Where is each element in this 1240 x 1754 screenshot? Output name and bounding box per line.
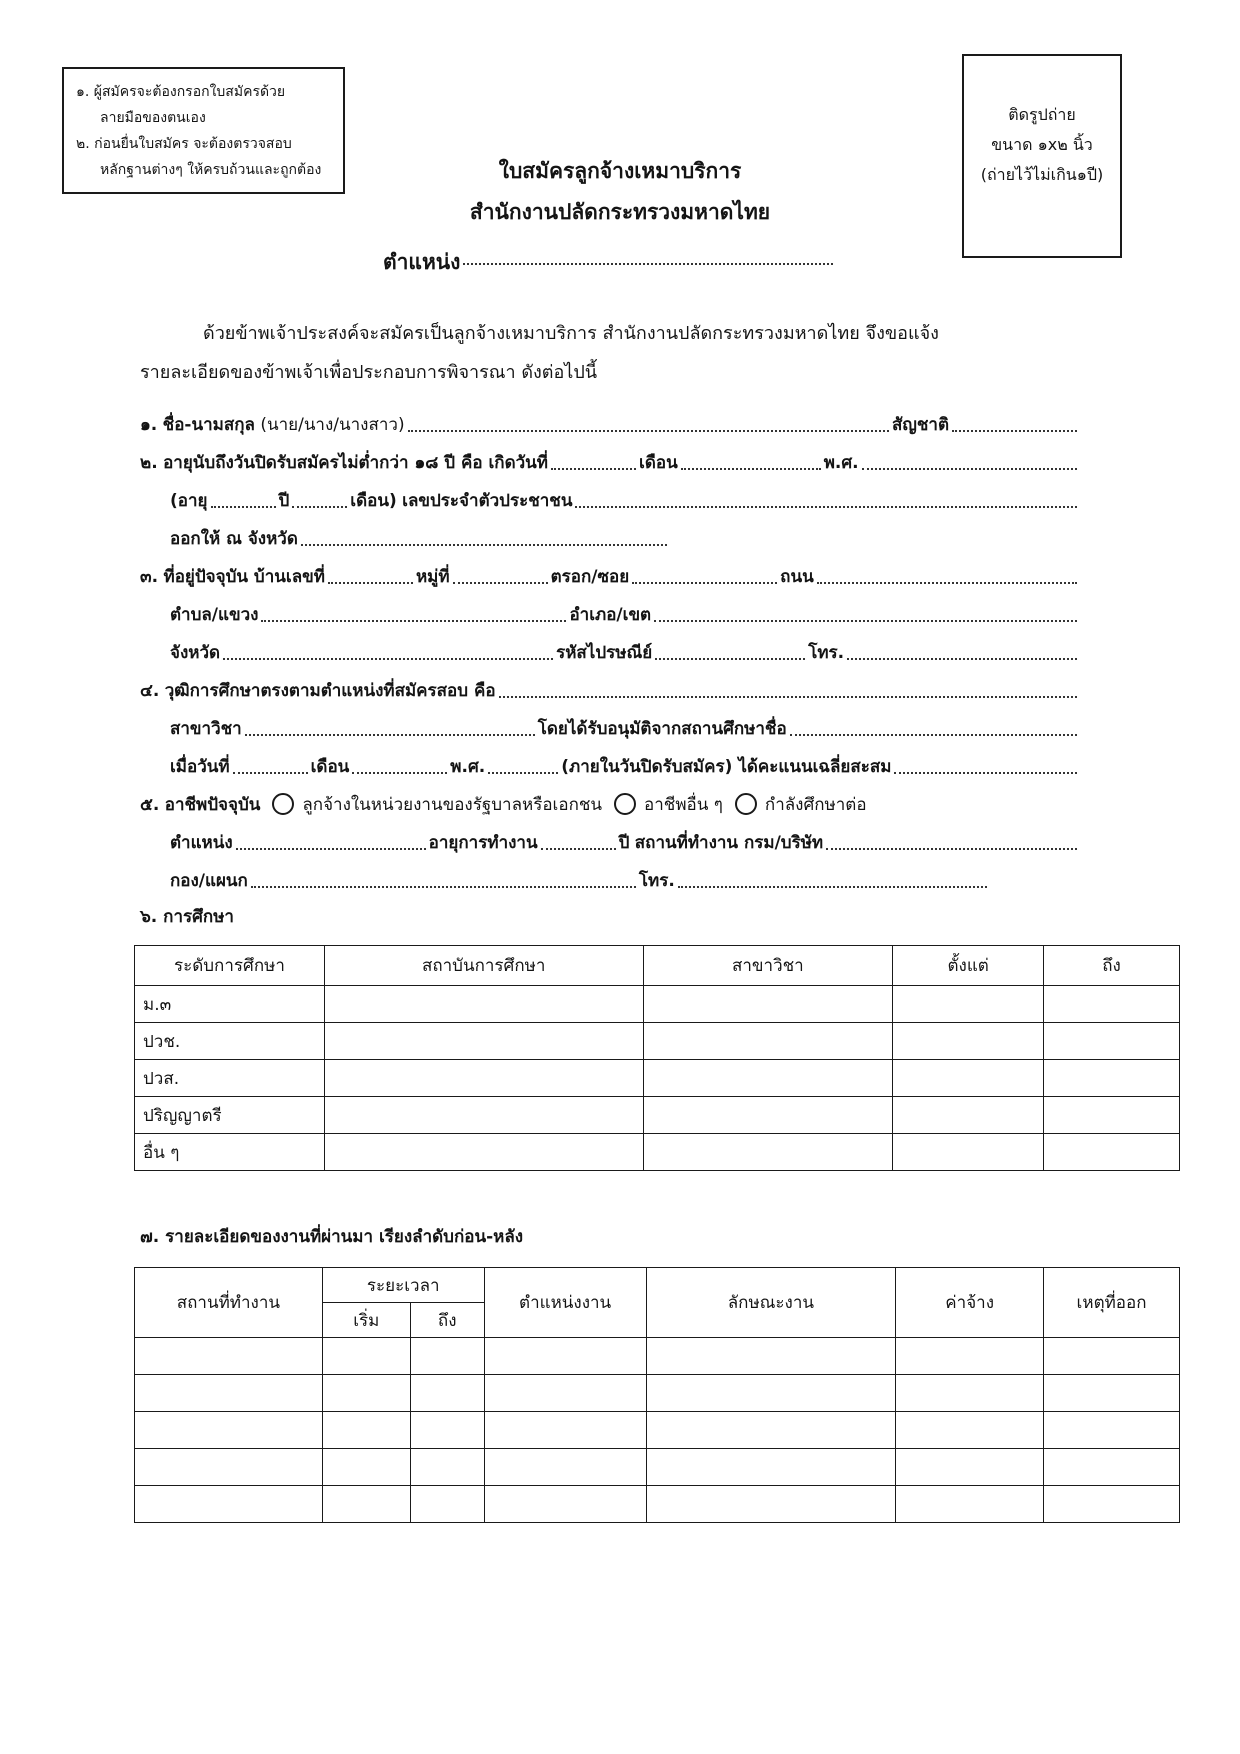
- job-position-label: ตำแหน่ง: [170, 833, 233, 853]
- table-cell[interactable]: [484, 1449, 646, 1486]
- work-history-heading: ๗. รายละเอียดของงานที่ผ่านมา เรียงลำดับก่อน-หลัง: [140, 1227, 524, 1247]
- postcode-field[interactable]: [655, 658, 805, 660]
- occupation-option-3-radio[interactable]: [735, 793, 757, 815]
- issued-province-label: ออกให้ ณ จังหวัด: [170, 529, 298, 549]
- subdistrict-field[interactable]: [261, 620, 566, 622]
- division-field[interactable]: [251, 886, 636, 888]
- issued-province-field[interactable]: [301, 544, 667, 546]
- occupation-label: อาชีพปัจจุบัน: [164, 795, 261, 815]
- tel-field[interactable]: [847, 658, 1077, 660]
- table-cell[interactable]: [322, 1449, 410, 1486]
- to-cell[interactable]: [1044, 1097, 1180, 1134]
- section-1-row: [140, 410, 1080, 438]
- institution-cell[interactable]: [324, 1060, 643, 1097]
- table-cell[interactable]: [896, 1449, 1044, 1486]
- table-cell[interactable]: [410, 1375, 484, 1412]
- section-6-heading: [140, 902, 1080, 930]
- graduation-month-label: เดือน: [310, 757, 350, 777]
- instruction-line-1: ๑. ผู้สมัครจะต้องกรอกใบสมัครด้วย: [76, 84, 286, 100]
- graduation-year-field[interactable]: [488, 772, 558, 774]
- qualification-label: วุฒิการศึกษาตรงตามตำแหน่งที่สมัครสอบ คือ: [164, 681, 496, 701]
- to-cell[interactable]: [1044, 986, 1180, 1023]
- job-position-field[interactable]: [236, 848, 426, 850]
- table-cell[interactable]: [410, 1412, 484, 1449]
- position-label: ตำแหน่ง: [383, 250, 461, 274]
- institution-cell[interactable]: [324, 1134, 643, 1171]
- house-number-label: ที่อยู่ปัจจุบัน บ้านเลขที่: [163, 567, 325, 587]
- section-2-row-1: [140, 448, 1080, 476]
- table-row: [135, 1023, 1180, 1060]
- table-row: [135, 1486, 1180, 1523]
- road-label: ถนน: [780, 567, 814, 587]
- occupation-option-2-label: อาชีพอื่น ๆ: [644, 795, 723, 815]
- column-header: ตั้งแต่: [893, 946, 1044, 986]
- table-cell[interactable]: [135, 1486, 323, 1523]
- column-header: สถาบันการศึกษา: [324, 946, 643, 986]
- district-label: อำเภอ/เขต: [569, 605, 652, 625]
- table-cell[interactable]: [322, 1412, 410, 1449]
- education-level: ม.๓: [135, 986, 325, 1023]
- to-cell[interactable]: [1044, 1060, 1180, 1097]
- table-cell[interactable]: [1044, 1486, 1180, 1523]
- age-years-field[interactable]: [211, 506, 276, 508]
- table-cell[interactable]: [1044, 1338, 1180, 1375]
- table-cell[interactable]: [484, 1412, 646, 1449]
- table-cell[interactable]: [135, 1412, 323, 1449]
- column-header: ค่าจ้าง: [896, 1268, 1044, 1338]
- subdistrict-label: ตำบล/แขวง: [170, 605, 259, 625]
- age-months-label: เดือน): [350, 491, 397, 511]
- table-row: [135, 1338, 1180, 1375]
- age-years-label: ปี: [278, 491, 290, 511]
- soi-label: ตรอก/ซอย: [550, 567, 630, 587]
- birth-month-field[interactable]: [681, 468, 821, 470]
- tel-label: โทร.: [808, 643, 845, 663]
- workplace-label: สถานที่ทำงาน กรม/บริษัท: [634, 833, 824, 853]
- moo-label: หมู่ที่: [415, 567, 450, 587]
- education-heading: ๖. การศึกษา: [140, 907, 234, 927]
- section-number: ๔.: [140, 681, 160, 701]
- from-cell[interactable]: [893, 1134, 1044, 1171]
- tenure-field[interactable]: [541, 848, 616, 850]
- table-cell[interactable]: [896, 1338, 1044, 1375]
- position-field[interactable]: [463, 263, 833, 265]
- occupation-option-1-radio[interactable]: [272, 793, 294, 815]
- institution-cell[interactable]: [324, 1097, 643, 1134]
- table-cell[interactable]: [646, 1486, 896, 1523]
- major-cell[interactable]: [643, 986, 893, 1023]
- major-cell[interactable]: [643, 1134, 893, 1171]
- institution-cell[interactable]: [324, 986, 643, 1023]
- institution-cell[interactable]: [324, 1023, 643, 1060]
- section-4-row-1: [140, 676, 1080, 704]
- column-header: ลักษณะงาน: [646, 1268, 896, 1338]
- to-cell[interactable]: [1044, 1134, 1180, 1171]
- work-tel-field[interactable]: [678, 886, 987, 888]
- table-row: [135, 1375, 1180, 1412]
- birth-month-label: เดือน: [639, 453, 678, 473]
- education-level: อื่น ๆ: [135, 1134, 325, 1171]
- from-cell[interactable]: [893, 1060, 1044, 1097]
- occupation-option-2-radio[interactable]: [614, 793, 636, 815]
- column-header: ระยะเวลา: [322, 1268, 484, 1303]
- from-cell[interactable]: [893, 986, 1044, 1023]
- graduation-day-field[interactable]: [233, 772, 308, 774]
- education-level: ปวส.: [135, 1060, 325, 1097]
- name-field[interactable]: [408, 430, 889, 432]
- column-header: สถานที่ทำงาน: [135, 1268, 323, 1338]
- form-title: ใบสมัครลูกจ้างเหมาบริการ: [498, 159, 742, 183]
- soi-field[interactable]: [632, 582, 777, 584]
- district-field[interactable]: [654, 620, 1077, 622]
- gpa-field[interactable]: [894, 772, 1077, 774]
- moo-field[interactable]: [453, 582, 548, 584]
- birth-year-field[interactable]: [862, 468, 1077, 470]
- id-card-label: เลขประจำตัวประชาชน: [402, 491, 573, 511]
- table-cell[interactable]: [646, 1412, 896, 1449]
- section-number: ๓.: [140, 567, 159, 587]
- table-cell[interactable]: [322, 1375, 410, 1412]
- qualification-field[interactable]: [499, 696, 1077, 698]
- column-header: ระดับการศึกษา: [135, 946, 325, 986]
- column-header: ถึง: [410, 1303, 484, 1338]
- table-row: [135, 1097, 1180, 1134]
- id-card-field[interactable]: [575, 506, 1077, 508]
- tenure-label: อายุการทำงาน: [428, 833, 538, 853]
- education-level: ปริญญาตรี: [135, 1097, 325, 1134]
- intro-line-2: รายละเอียดของข้าพเจ้าเพื่อประกอบการพิจารณา ดังต่อไปนี้: [140, 362, 598, 383]
- instruction-line-4: หลักฐานต่างๆ ให้ครบถ้วนและถูกต้อง: [100, 162, 322, 178]
- section-number: ๑.: [140, 415, 158, 435]
- title-options: (นาย/นาง/นางสาว): [260, 415, 405, 435]
- gpa-label: (ภายในวันปิดรับสมัคร) ได้คะแนนเฉลี่ยสะสม: [561, 757, 892, 777]
- table-cell[interactable]: [322, 1338, 410, 1375]
- table-row: [135, 1060, 1180, 1097]
- table-cell[interactable]: [410, 1486, 484, 1523]
- table-cell[interactable]: [135, 1338, 323, 1375]
- nationality-field[interactable]: [952, 430, 1077, 432]
- section-2-row-3: [170, 524, 670, 552]
- graduation-year-label: พ.ศ.: [450, 757, 486, 777]
- section-5-row-3: [170, 866, 990, 894]
- table-row: [135, 1134, 1180, 1171]
- table-row: [135, 1449, 1180, 1486]
- province-label: จังหวัด: [170, 643, 221, 663]
- education-header-row: [135, 946, 1180, 986]
- education-level: ปวช.: [135, 1023, 325, 1060]
- column-header: ตำแหน่งงาน: [484, 1268, 646, 1338]
- instruction-line-2: ลายมือของตนเอง: [100, 110, 206, 126]
- table-cell[interactable]: [410, 1449, 484, 1486]
- age-months-field[interactable]: [292, 506, 347, 508]
- from-cell[interactable]: [893, 1097, 1044, 1134]
- work-tel-label: โทร.: [638, 871, 675, 891]
- workplace-field[interactable]: [826, 848, 1077, 850]
- occupation-option-1-label: ลูกจ้างในหน่วยงานของรัฐบาลหรือเอกชน: [302, 795, 603, 815]
- postcode-label: รหัสไปรษณีย์: [556, 643, 653, 663]
- table-cell[interactable]: [1044, 1375, 1180, 1412]
- column-header: สาขาวิชา: [643, 946, 893, 986]
- to-cell[interactable]: [1044, 1023, 1180, 1060]
- table-cell[interactable]: [896, 1486, 1044, 1523]
- major-field[interactable]: [245, 734, 535, 736]
- photo-size: ขนาด ๑x๒ นิ้ว: [991, 135, 1093, 154]
- section-5-row-2: [170, 828, 1080, 856]
- graduation-day-label: เมื่อวันที่: [170, 757, 230, 777]
- section-5-row-1: [140, 790, 1080, 818]
- column-header: เหตุที่ออก: [1044, 1268, 1180, 1338]
- intro-line-1: ด้วยข้าพเจ้าประสงค์จะสมัครเป็นลูกจ้างเหมาบริการ สำนักงานปลัดกระทรวงมหาดไทย จึงขอแจ้ง: [203, 323, 939, 344]
- column-header: ถึง: [1044, 946, 1180, 986]
- table-cell[interactable]: [1044, 1449, 1180, 1486]
- table-cell[interactable]: [135, 1375, 323, 1412]
- age-open-label: (อายุ: [170, 491, 208, 511]
- photo-label: ติดรูปถ่าย: [1008, 105, 1076, 124]
- graduation-month-field[interactable]: [352, 772, 447, 774]
- section-4-row-3: [170, 752, 1080, 780]
- column-header: เริ่ม: [322, 1303, 410, 1338]
- table-cell[interactable]: [484, 1486, 646, 1523]
- from-cell[interactable]: [893, 1023, 1044, 1060]
- instruction-line-3: ๒. ก่อนยื่นใบสมัคร จะต้องตรวจสอบ: [76, 136, 292, 152]
- education-table: [134, 945, 1180, 1171]
- table-row: [135, 986, 1180, 1023]
- birth-day-field[interactable]: [551, 468, 636, 470]
- occupation-option-3-label: กำลังศึกษาต่อ: [764, 795, 867, 815]
- major-cell[interactable]: [643, 1060, 893, 1097]
- table-cell[interactable]: [646, 1375, 896, 1412]
- table-cell[interactable]: [484, 1338, 646, 1375]
- name-label: ชื่อ-นามสกุล: [162, 415, 255, 435]
- section-4-row-2: [170, 714, 1080, 742]
- section-3-row-1: [140, 562, 1080, 590]
- institution-label: โดยได้รับอนุมัติจากสถานศึกษาชื่อ: [537, 719, 787, 739]
- position-line: [383, 246, 836, 279]
- province-field[interactable]: [223, 658, 553, 660]
- work-history-table: [134, 1267, 1180, 1523]
- table-cell[interactable]: [1044, 1412, 1180, 1449]
- birth-year-label: พ.ศ.: [823, 453, 859, 473]
- table-cell[interactable]: [410, 1338, 484, 1375]
- agency-name: สำนักงานปลัดกระทรวงมหาดไทย: [469, 200, 771, 224]
- major-cell[interactable]: [643, 1097, 893, 1134]
- table-cell[interactable]: [896, 1412, 1044, 1449]
- nationality-label: สัญชาติ: [892, 415, 949, 435]
- tenure-years-label: ปี: [618, 833, 630, 853]
- table-cell[interactable]: [322, 1486, 410, 1523]
- major-label: สาขาวิชา: [170, 719, 242, 739]
- table-cell[interactable]: [896, 1375, 1044, 1412]
- section-3-row-2: [170, 600, 1080, 628]
- table-cell[interactable]: [646, 1338, 896, 1375]
- section-number: ๒.: [140, 453, 158, 473]
- table-row: [135, 1412, 1180, 1449]
- major-cell[interactable]: [643, 1023, 893, 1060]
- section-number: ๕.: [140, 795, 160, 815]
- section-7-heading: [140, 1222, 1080, 1250]
- section-2-row-2: [170, 486, 1080, 514]
- age-birth-label: อายุนับถึงวันปิดรับสมัครไม่ต่ำกว่า ๑๘ ปี คือ เกิดวันที่: [163, 453, 549, 473]
- table-cell[interactable]: [135, 1449, 323, 1486]
- road-field[interactable]: [817, 582, 1077, 584]
- table-cell[interactable]: [484, 1375, 646, 1412]
- work-header-row-1: [135, 1268, 1180, 1303]
- institution-field[interactable]: [790, 734, 1077, 736]
- section-3-row-3: [170, 638, 1080, 666]
- table-cell[interactable]: [646, 1449, 896, 1486]
- photo-note: (ถ่ายไว้ไม่เกิน๑ปี): [980, 165, 1104, 184]
- house-number-field[interactable]: [328, 582, 413, 584]
- division-label: กอง/แผนก: [170, 871, 248, 891]
